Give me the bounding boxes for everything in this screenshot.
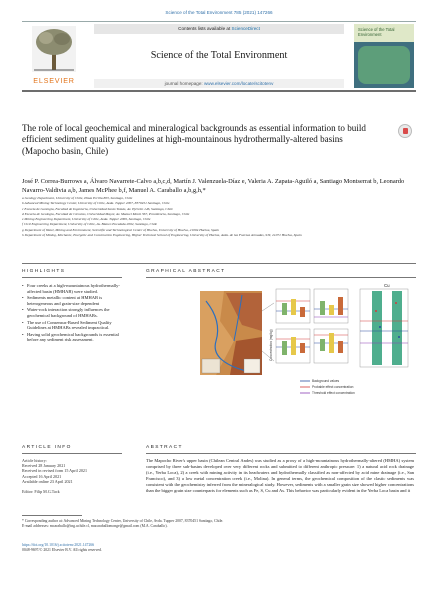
ga-legend	[300, 379, 355, 395]
author-list: José P. Correa-Burrows a, Álvaro Navarrete-Calvo a,b,c,d, Martín J. Valenzuela-Díaz e, Valeria A. Zapata-Aguiló a, Santiago Montserrat b, Leonardo Navarro-Valdivia a,b, James McPhee b,f, Manuel A. Caraballo a,b,g,h,*	[22, 178, 405, 194]
divider	[146, 453, 416, 454]
legend-label: Probable effect concentration	[312, 385, 354, 390]
footnote-divider	[22, 515, 82, 516]
highlight-item: • The use of Consensus-Based Sediment Quality Guidelines at HMHABs revealed impractical.	[22, 320, 122, 331]
journal-reference[interactable]: Science of the Total Environment 785 (2021) 147266	[165, 10, 273, 15]
cu-point	[375, 310, 377, 312]
affiliation-line: b Advanced Mining Technology Center, University of Chile, Avda. Tupper 2007, 8370451 Santiago, Chile	[22, 201, 170, 206]
article-identifiers	[22, 543, 416, 554]
graphical-abstract-figure[interactable]	[146, 281, 412, 405]
affiliation-line: a Geology Department, University of Chile, Plaza Ercilla 803, Santiago, Chile	[22, 196, 133, 200]
affiliation-line: d Escuela de Geología, Facultad de Ciencias, Universidad Mayor, Av. Manuel Montt 367, Providencia, Santiago, Chile	[22, 211, 190, 216]
journal-homepage	[94, 79, 344, 88]
y-axis-label: Concentration (mg/kg)	[269, 329, 273, 361]
homepage-url-link[interactable]: www.elsevier.com/locate/scitotenv	[203, 81, 274, 86]
article-info-line: Available online 23 April 2021	[22, 478, 73, 484]
publisher-name: ELSEVIER	[33, 76, 75, 85]
affiliation-line: e Mining Engineering Department, University of Chile, Avda. Tupper 2069, Santiago, Chile	[22, 217, 151, 222]
highlights-list	[22, 283, 122, 344]
box	[300, 307, 305, 317]
abstract-text: The Mapocho River's upper basin (Chilean Central Andes) was studied as a proxy of a high-mountainous hydrothermally-altered (HMHA) system comprised by three sub-basins developed over very different rocks and submitted to different anthropic pressure: 1) a natural acid rock drainage (i.e., Yerba Loca), 2) a creek with mining activity in its headwaters and hydrothermally classified as non-affected by acid mine drainage (i.e., San Francisco), and 3) a low metal concentration creek (i.e., Molina). In general terms, the geochemical composition of the clastic sediments was consistent with the geochemistry inferred from the mineralogical study. However, sediments with a smaller grain size showed higher concentrations than the bigger grain size counterparts for elements such as Fe, S, Cu and As. This behavior was particularly evident in the Yerba Loca basin and it	[146, 458, 414, 494]
legend-label: Background values	[312, 379, 340, 384]
journal-cover-image	[354, 24, 414, 88]
affiliation-line: c Escuela de Geología, Facultad de Ingeniería, Universidad Santo Tomás, Av. Ejército 146, Santiago, Chile	[22, 206, 173, 211]
abstract-heading: ABSTRACT	[146, 445, 183, 450]
cu-point	[395, 302, 397, 304]
journal-title: Science of the Total Environment	[150, 50, 288, 61]
highlight-item: • Sediments metallic content at HMHAB is heterogeneous and grain-size dependent	[22, 295, 122, 306]
box	[282, 303, 287, 315]
cu-band	[392, 291, 402, 365]
crossmark-icon[interactable]	[398, 124, 412, 138]
affiliation-line: f Civil Engineering Department, University of Chile, Av. Blanco Encalada 2002, Santiago, Chile	[22, 222, 158, 227]
article-info-line: Accepted 16 April 2021	[22, 473, 62, 479]
graphical-abstract-heading: GRAPHICAL ABSTRACT	[146, 269, 226, 274]
banner-prefix: Contents lists available at	[178, 26, 232, 31]
cu-panel-title: Cu	[384, 283, 390, 288]
journal-header	[22, 21, 416, 92]
article-history	[22, 458, 122, 494]
divider	[146, 277, 416, 278]
box	[300, 343, 305, 353]
box	[329, 305, 334, 315]
editor-line: Editor: Filip M.G.Tack	[22, 489, 60, 495]
divider	[22, 277, 122, 278]
box	[282, 341, 287, 355]
affiliation-line: h Department of Mining, Mechanic, Energetic and Construction Engineering, Higher Technical School of Engineering, University of Huelva, Avda. de las Fuerzas Armadas, S/N, 21071 Huelva, Spain	[22, 233, 302, 238]
element-boxplots	[276, 289, 348, 363]
article-info-line: Received in revised form 15 April 2021	[22, 468, 88, 474]
elsevier-logo[interactable]	[24, 26, 84, 88]
corresponding-author: * Corresponding author at: Advanced Mining Technology Center, University of Chile, Avda. Tupper 2007, 8370451 Santiago, Chile.	[22, 519, 224, 523]
box	[320, 301, 325, 315]
affiliations	[22, 196, 416, 238]
cu-point	[379, 326, 381, 328]
connector-line	[262, 303, 274, 311]
graphical-abstract-svg	[146, 281, 412, 405]
map-legend-box	[244, 359, 260, 373]
highlights-heading: HIGHLIGHTS	[22, 269, 66, 274]
contents-banner	[94, 24, 344, 34]
highlight-item: • Having solid geochemical backgrounds is essential before any sediment risk assessment.	[22, 332, 122, 343]
highlight-item: • Water-rock interaction strongly influences the geochemical background of HMHABs.	[22, 307, 122, 318]
doi-link[interactable]: https://doi.org/10.1016/j.scitotenv.2021.147266	[22, 543, 95, 547]
affiliation-line: g Department of Water, Mining and Environment, Scientific and Technological Center of Huelva, University of Huelva, 21004 Huelva, Spain	[22, 227, 220, 232]
cover-title: Science of the Total Environment	[358, 27, 395, 37]
box	[320, 339, 325, 351]
sciencedirect-link[interactable]: ScienceDirect	[231, 26, 260, 31]
legend-label: Threshold effect concentration	[312, 391, 355, 396]
copyright-line: 0048-9697/© 2021 Elsevier B.V. All rights reserved.	[22, 548, 102, 553]
article-title: The role of local geochemical and mineralogical backgrounds as essential information to build efficient sediment quality guidelines at high-mountainous hydrothermally-altered basins (Mapocho basin, Chile)	[22, 123, 366, 156]
box	[338, 341, 343, 353]
corresponding-author-footnote	[22, 519, 416, 529]
box	[291, 337, 296, 355]
highlight-item: • Four creeks at a high-mountainous hydrothermally-affected basin (HMHAB) were studied.	[22, 283, 122, 294]
article-info-line: Received 28 January 2021	[22, 463, 66, 469]
tree-emblem-icon	[32, 26, 76, 72]
cover-artwork	[358, 46, 410, 84]
divider	[22, 263, 416, 264]
article-info-line: Article history:	[22, 458, 47, 463]
email-addresses[interactable]: E-mail addresses: mcaraballo@ing.uchile.cl, macaraballomonge@gmail.com (M.A. Caraballo).	[22, 524, 168, 529]
box	[291, 299, 296, 315]
box	[329, 333, 334, 353]
article-info-heading: ARTICLE INFO	[22, 445, 72, 450]
box	[338, 297, 343, 315]
cu-band	[372, 291, 382, 365]
cu-point	[398, 336, 400, 338]
homepage-prefix: journal homepage:	[164, 81, 204, 86]
divider	[22, 453, 122, 454]
map-inset	[202, 359, 220, 373]
